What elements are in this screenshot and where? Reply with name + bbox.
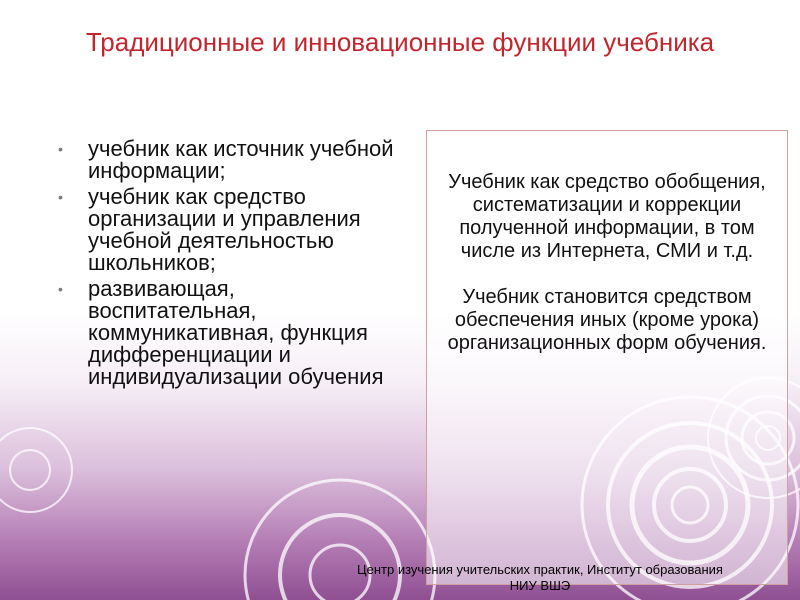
- bullet-list: [58, 138, 408, 392]
- box-paragraph: Учебник становится средством обеспечения иных (кроме урока) организационных форм обучения.: [447, 286, 767, 354]
- footer-line: Центр изучения учительских практик, Институт образования: [357, 562, 723, 577]
- slide-title: Традиционные и инновационные функции учебника: [85, 27, 715, 57]
- box-paragraph: Учебник как средство обобщения, систематизации и коррекции полученной информации, в том числе из Интернета, СМИ и т.д.: [448, 171, 766, 262]
- innovative-functions-box: [426, 130, 788, 585]
- footer-line: НИУ ВШЭ: [509, 578, 571, 593]
- footer: [300, 562, 780, 594]
- bullet-icon: •: [58, 141, 63, 157]
- list-item: [58, 138, 408, 182]
- list-item: [58, 186, 408, 274]
- box-text: [435, 171, 779, 378]
- list-item: [58, 278, 408, 388]
- bullet-text: учебник как источник учебной информации;: [88, 136, 394, 183]
- bullet-icon: •: [58, 281, 63, 297]
- bullet-text: учебник как средство организации и управления учебной деятельностью школьников;: [88, 184, 361, 275]
- bullet-text: развивающая, воспитательная, коммуникативная, функция дифференциации и индивидуализации обучения: [88, 276, 384, 389]
- bullet-icon: •: [58, 189, 63, 205]
